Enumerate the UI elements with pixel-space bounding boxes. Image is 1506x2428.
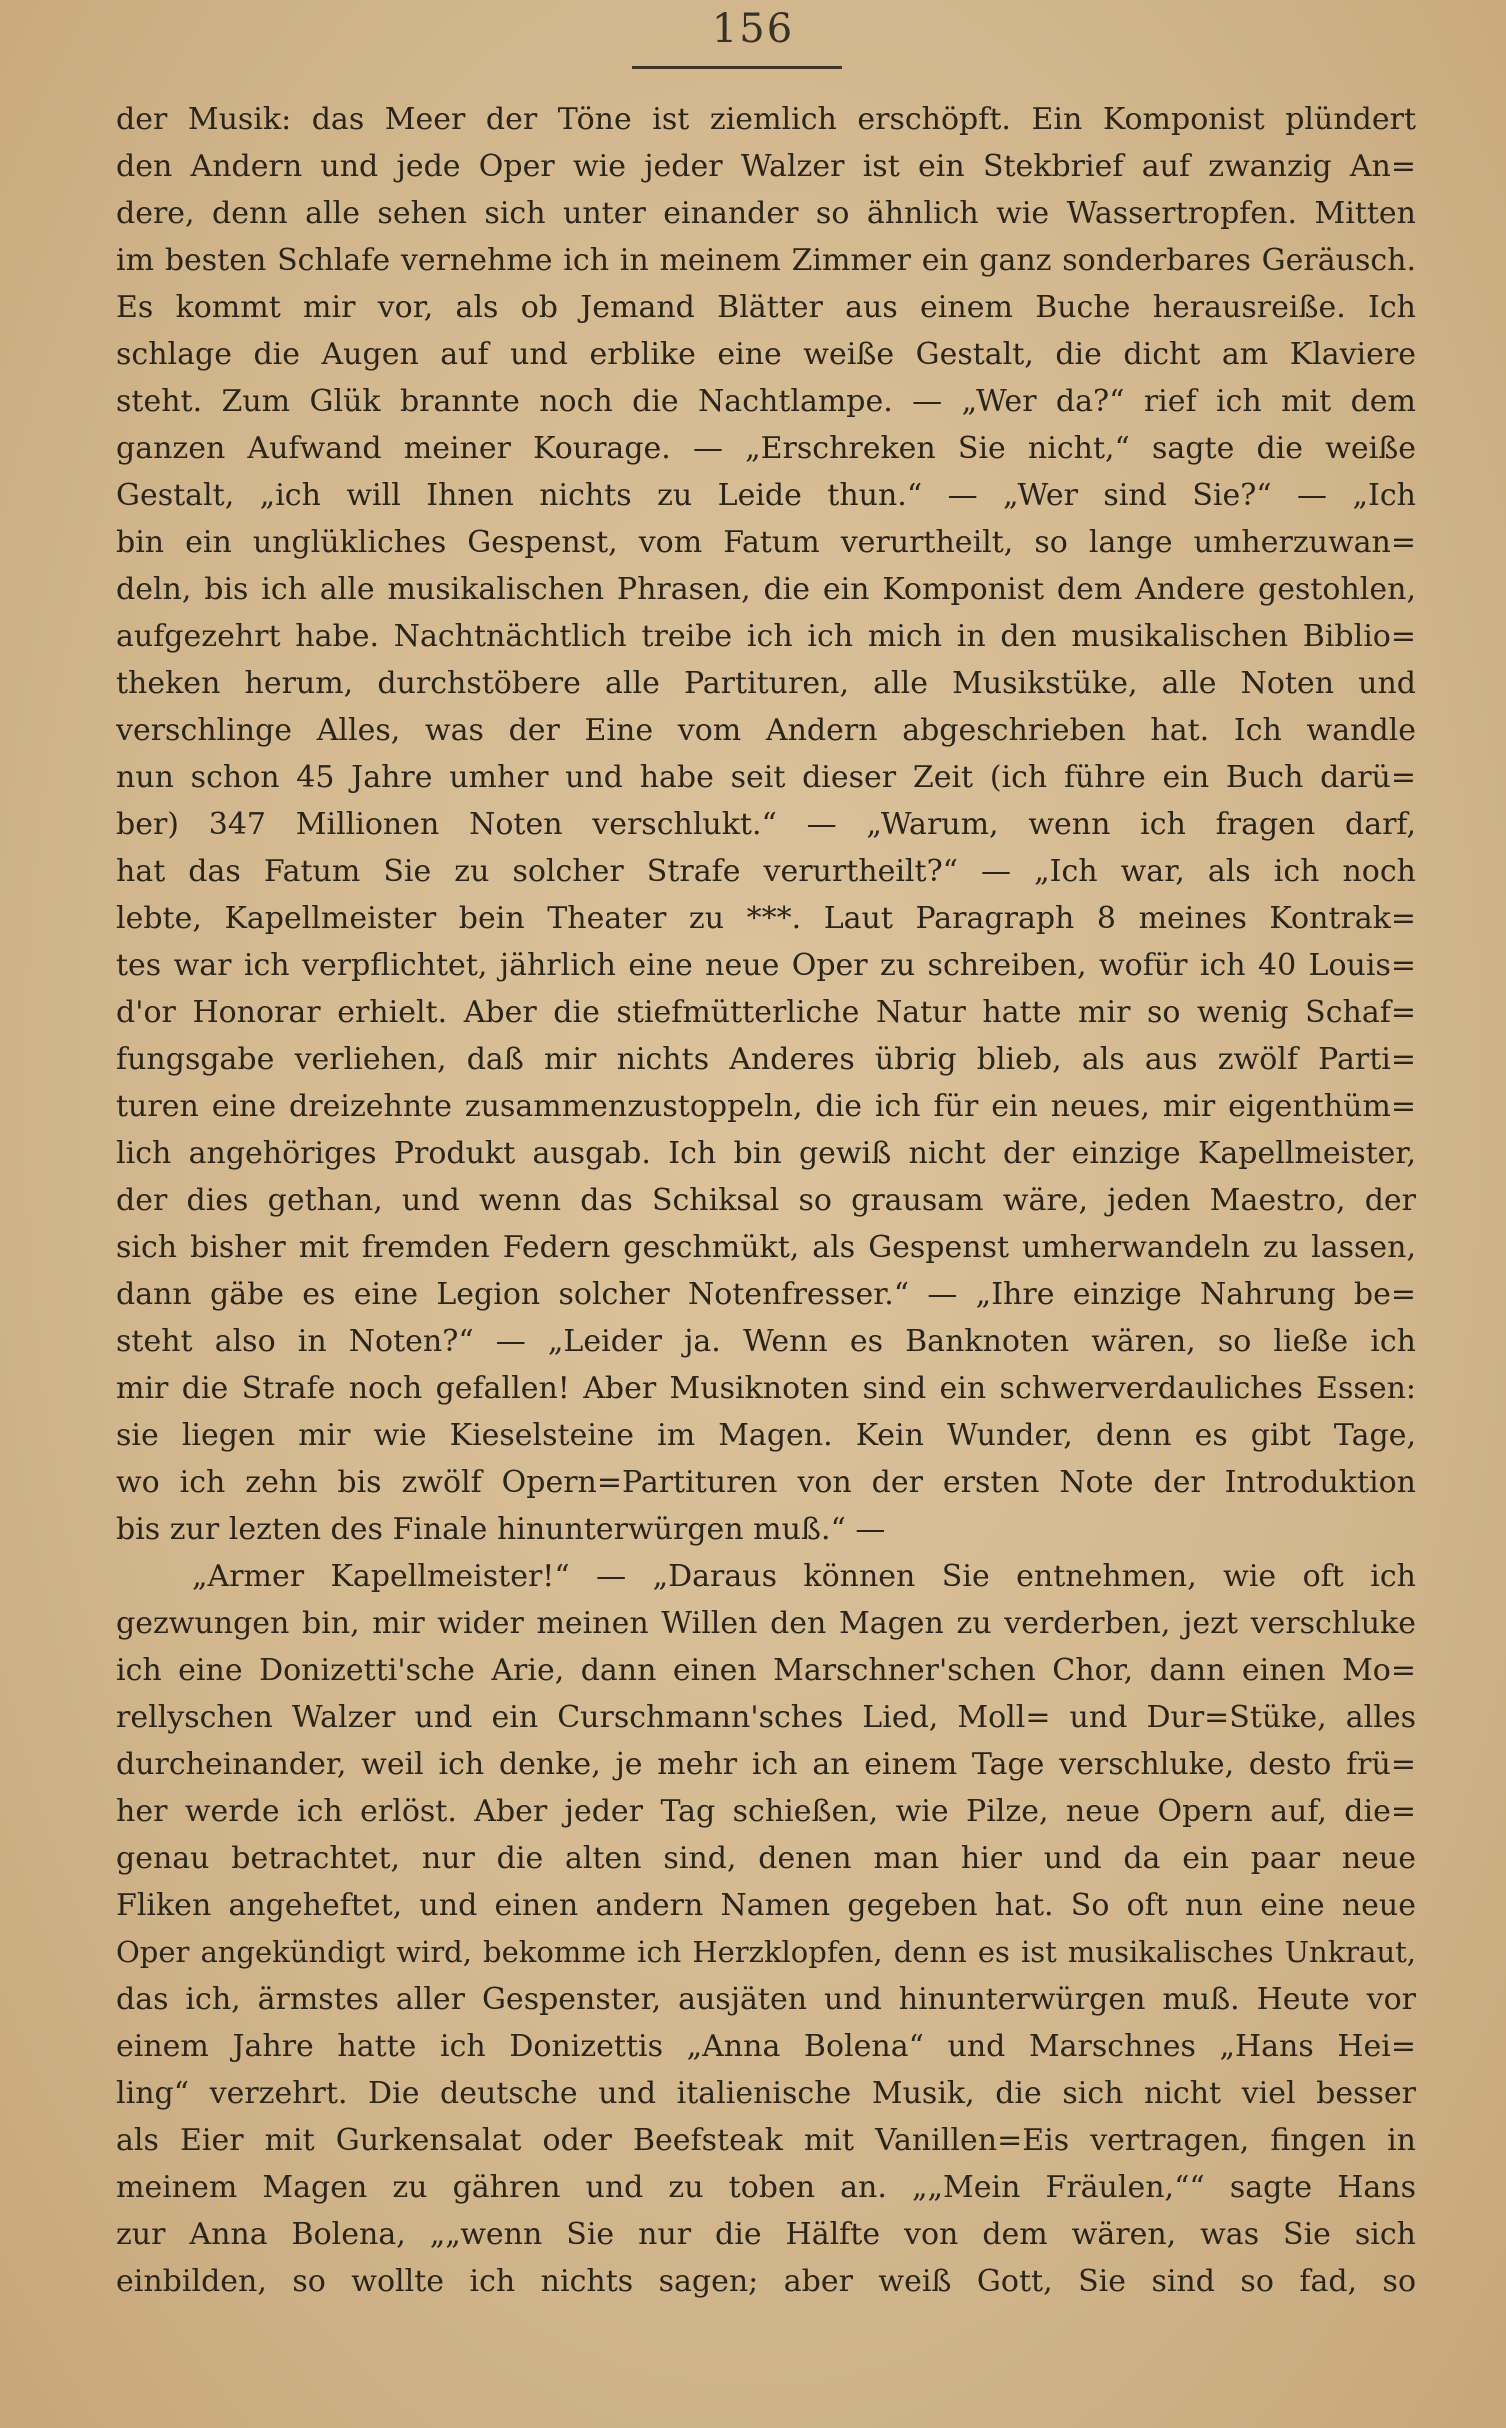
text-line: im besten Schlafe vernehme ich in meinem Zimmer ein ganz sonderbares Geräusch. [116,243,1416,278]
text-line: lebte, Kapellmeister bein Theater zu ***. Laut Paragraph 8 meines Kontrak= [116,901,1416,936]
text-line: tes war ich verpflichtet, jährlich eine neue Oper zu schreiben, wofür ich 40 Louis= [116,948,1416,983]
text-line: durcheinander, weil ich denke, je mehr ich an einem Tage verschluke, desto frü= [116,1747,1416,1782]
text-line: steht also in Noten?“ — „Leider ja. Wenn es Banknoten wären, so ließe ich [116,1324,1416,1359]
text-line: Oper angekündigt wird, bekomme ich Herzklopfen, denn es ist musikalisches Unkraut, [116,1935,1416,1969]
text-line: nun schon 45 Jahre umher und habe seit dieser Zeit (ich führe ein Buch darü= [116,760,1416,795]
text-line: einbilden, so wollte ich nichts sagen; aber weiß Gott, Sie sind so fad, so [116,2264,1416,2299]
header-rule [632,66,842,69]
text-line: rellyschen Walzer und ein Curschmann'sches Lied, Moll= und Dur=Stüke, alles [116,1700,1416,1735]
page-number: 156 [711,6,795,52]
text-line: d'or Honorar erhielt. Aber die stiefmütterliche Natur hatte mir so wenig Schaf= [116,995,1416,1030]
text-line: dann gäbe es eine Legion solcher Notenfresser.“ — „Ihre einzige Nahrung be= [116,1277,1416,1312]
text-line: theken herum, durchstöbere alle Partituren, alle Musikstüke, alle Noten und [116,666,1416,701]
text-line: mir die Strafe noch gefallen! Aber Musiknoten sind ein schwerverdauliches Essen: [116,1371,1416,1406]
text-line: gezwungen bin, mir wider meinen Willen den Magen zu verderben, jezt verschluke [116,1606,1416,1641]
text-line: bin ein unglükliches Gespenst, vom Fatum verurtheilt, so lange umherzuwan= [116,525,1416,560]
text-line: meinem Magen zu gähren und zu toben an. „„Mein Fräulen,““ sagte Hans [116,2170,1416,2205]
text-line: ich eine Donizetti'sche Arie, dann einen Marschner'schen Chor, dann einen Mo= [116,1653,1416,1688]
text-line: steht. Zum Glük brannte noch die Nachtlampe. — „Wer da?“ rief ich mit dem [116,384,1416,419]
text-line: sie liegen mir wie Kieselsteine im Magen. Kein Wunder, denn es gibt Tage, [116,1418,1416,1453]
text-line: fungsgabe verliehen, daß mir nichts Anderes übrig blieb, als aus zwölf Parti= [116,1042,1416,1077]
text-line: hat das Fatum Sie zu solcher Strafe verurtheilt?“ — „Ich war, als ich noch [116,854,1416,889]
text-line: ber) 347 Millionen Noten verschlukt.“ — „Warum, wenn ich fragen darf, [116,807,1416,842]
text-line: das ich, ärmstes aller Gespenster, ausjäten und hinunterwürgen muß. Heute vor [116,1982,1416,2017]
text-line: als Eier mit Gurkensalat oder Beefsteak mit Vanillen=Eis vertragen, fingen in [116,2123,1416,2158]
text-line: der Musik: das Meer der Töne ist ziemlich erschöpft. Ein Komponist plündert [116,102,1416,137]
text-line: bis zur lezten des Finale hinunterwürgen muß.“ — [116,1512,886,1547]
text-line: der dies gethan, und wenn das Schiksal so grausam wäre, jeden Maestro, der [116,1183,1416,1218]
text-line: den Andern und jede Oper wie jeder Walzer ist ein Stekbrief auf zwanzig An= [116,149,1416,184]
text-line: „Armer Kapellmeister!“ — „Daraus können Sie entnehmen, wie oft ich [192,1559,1416,1594]
text-line: ganzen Aufwand meiner Kourage. — „Erschreken Sie nicht,“ sagte die weiße [116,431,1416,466]
text-line: Es kommt mir vor, als ob Jemand Blätter aus einem Buche herausreiße. Ich [116,290,1416,325]
text-line: Fliken angeheftet, und einen andern Namen gegeben hat. So oft nun eine neue [116,1888,1416,1923]
text-line: ling“ verzehrt. Die deutsche und italienische Musik, die sich nicht viel besser [116,2076,1416,2111]
text-line: dere, denn alle sehen sich unter einander so ähnlich wie Wassertropfen. Mitten [116,196,1416,231]
text-line: her werde ich erlöst. Aber jeder Tag schießen, wie Pilze, neue Opern auf, die= [116,1794,1416,1829]
text-line: lich angehöriges Produkt ausgab. Ich bin gewiß nicht der einzige Kapellmeister, [116,1136,1416,1171]
text-line: zur Anna Bolena, „„wenn Sie nur die Hälfte von dem wären, was Sie sich [116,2217,1416,2252]
text-line: deln, bis ich alle musikalischen Phrasen, die ein Komponist dem Andere gestohlen, [116,572,1416,607]
text-line: wo ich zehn bis zwölf Opern=Partituren von der ersten Note der Introduktion [116,1465,1416,1500]
text-line: einem Jahre hatte ich Donizettis „Anna Bolena“ und Marschnes „Hans Hei= [116,2029,1416,2064]
text-line: turen eine dreizehnte zusammenzustoppeln, die ich für ein neues, mir eigenthüm= [116,1089,1416,1124]
body-text [116,96,1416,2305]
text-line: schlage die Augen auf und erblike eine weiße Gestalt, die dicht am Klaviere [116,337,1416,372]
text-line: aufgezehrt habe. Nachtnächtlich treibe ich ich mich in den musikalischen Biblio= [116,619,1416,654]
text-line: verschlinge Alles, was der Eine vom Andern abgeschrieben hat. Ich wandle [116,713,1416,748]
text-line: sich bisher mit fremden Federn geschmükt, als Gespenst umherwandeln zu lassen, [116,1230,1416,1265]
text-line: genau betrachtet, nur die alten sind, denen man hier und da ein paar neue [116,1841,1416,1876]
text-line: Gestalt, „ich will Ihnen nichts zu Leide thun.“ — „Wer sind Sie?“ — „Ich [116,478,1416,513]
